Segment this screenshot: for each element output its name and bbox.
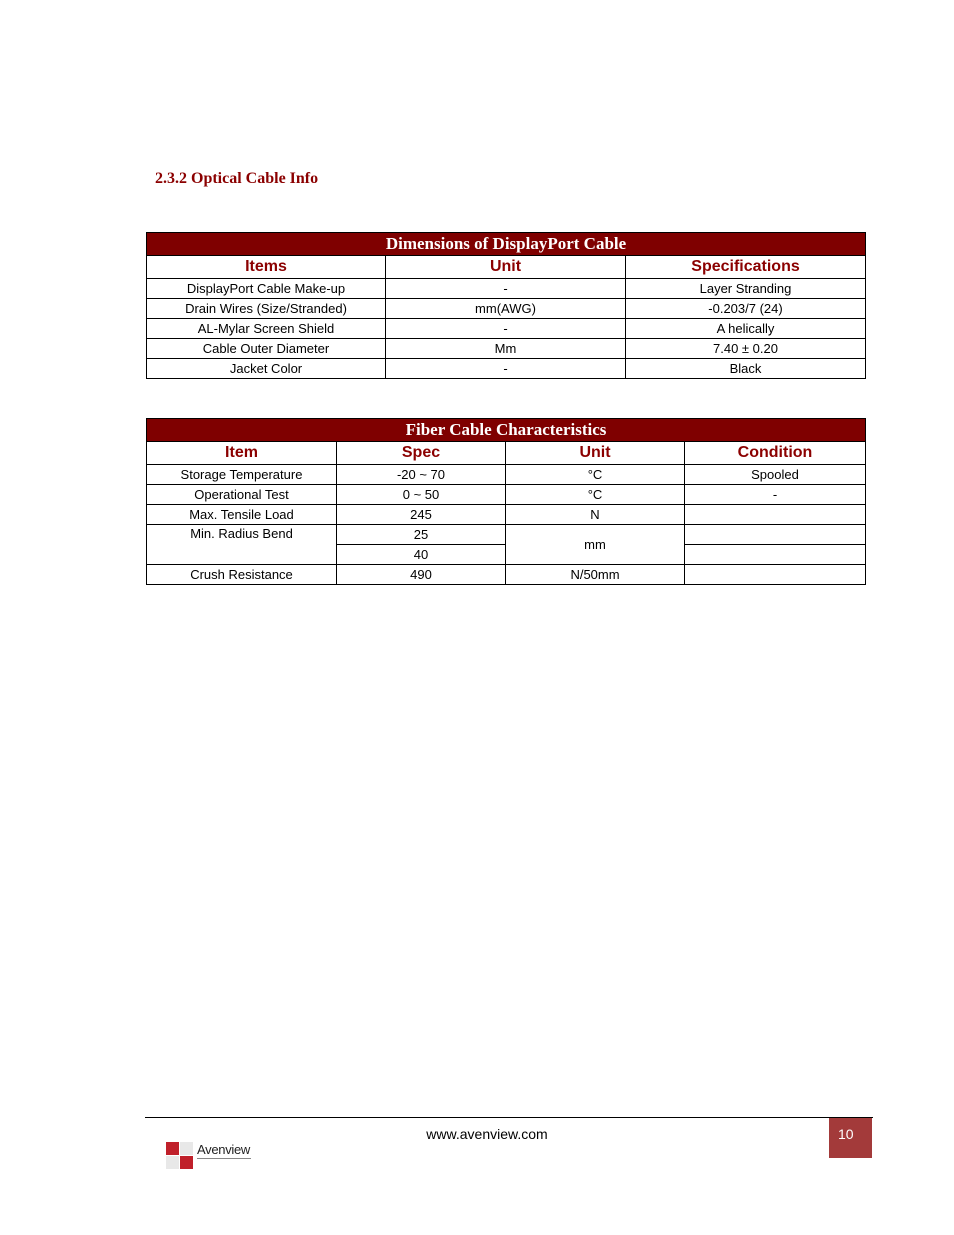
table-row [147, 465, 866, 485]
logo-square-icon [166, 1142, 179, 1155]
column-header-condition: Condition [685, 442, 866, 465]
dimensions-table [146, 232, 866, 379]
table-cell [685, 505, 866, 525]
table-cell: Mm [386, 339, 626, 359]
table-cell: 7.40 ± 0.20 [626, 339, 866, 359]
table-cell: mm(AWG) [386, 299, 626, 319]
column-header-spec: Spec [337, 442, 506, 465]
table-cell: - [685, 485, 866, 505]
table-row [147, 565, 866, 585]
table-cell: N [506, 505, 685, 525]
table-cell: °C [506, 485, 685, 505]
table-cell: °C [506, 465, 685, 485]
table-cell: Spooled [685, 465, 866, 485]
table-row [147, 525, 866, 545]
table-cell [685, 565, 866, 585]
column-header-unit: Unit [506, 442, 685, 465]
table-cell: 490 [337, 565, 506, 585]
table-cell: - [386, 319, 626, 339]
table-cell: Storage Temperature [147, 465, 337, 485]
table-cell: 0 ~ 50 [337, 485, 506, 505]
table-row [147, 505, 866, 525]
logo-underline [197, 1158, 251, 1159]
table-cell [685, 525, 866, 545]
table-cell [685, 545, 866, 565]
column-header-item: Item [147, 442, 337, 465]
table-cell: 40 [337, 545, 506, 565]
column-header-unit: Unit [386, 256, 626, 279]
footer-divider [145, 1117, 873, 1118]
table-cell: Black [626, 359, 866, 379]
table-cell: -20 ~ 70 [337, 465, 506, 485]
logo-square-icon [180, 1142, 193, 1155]
table-row [147, 319, 866, 339]
avenview-logo [160, 1138, 270, 1182]
table-cell: Min. Radius Bend [147, 525, 337, 565]
column-header-specifications: Specifications [626, 256, 866, 279]
table-cell: -0.203/7 (24) [626, 299, 866, 319]
table-row [147, 485, 866, 505]
page-number-badge: 10 [829, 1118, 872, 1158]
table-cell: N/50mm [506, 565, 685, 585]
table-cell: Max. Tensile Load [147, 505, 337, 525]
table-cell: Drain Wires (Size/Stranded) [147, 299, 386, 319]
table-row [147, 359, 866, 379]
table-cell: 25 [337, 525, 506, 545]
table-cell: - [386, 359, 626, 379]
table-row [147, 279, 866, 299]
table-cell: Layer Stranding [626, 279, 866, 299]
footer-url: www.avenview.com [426, 1126, 548, 1142]
table-cell: Crush Resistance [147, 565, 337, 585]
logo-brand-text: Avenview [197, 1142, 251, 1157]
section-title: 2.3.2 Optical Cable Info [155, 170, 319, 187]
table-cell: AL-Mylar Screen Shield [147, 319, 386, 339]
logo-square-icon [166, 1156, 179, 1169]
table-cell: Jacket Color [147, 359, 386, 379]
table-cell: - [386, 279, 626, 299]
table-cell: Cable Outer Diameter [147, 339, 386, 359]
table-row [147, 339, 866, 359]
fiber-table-title: Fiber Cable Characteristics [147, 419, 866, 442]
column-header-items: Items [147, 256, 386, 279]
table-cell: 245 [337, 505, 506, 525]
table-cell: Operational Test [147, 485, 337, 505]
fiber-characteristics-table [146, 418, 866, 585]
dimensions-table-title: Dimensions of DisplayPort Cable [147, 233, 866, 256]
table-cell: DisplayPort Cable Make-up [147, 279, 386, 299]
table-cell: mm [506, 525, 685, 565]
logo-square-icon [180, 1156, 193, 1169]
table-row [147, 299, 866, 319]
table-cell: A helically [626, 319, 866, 339]
